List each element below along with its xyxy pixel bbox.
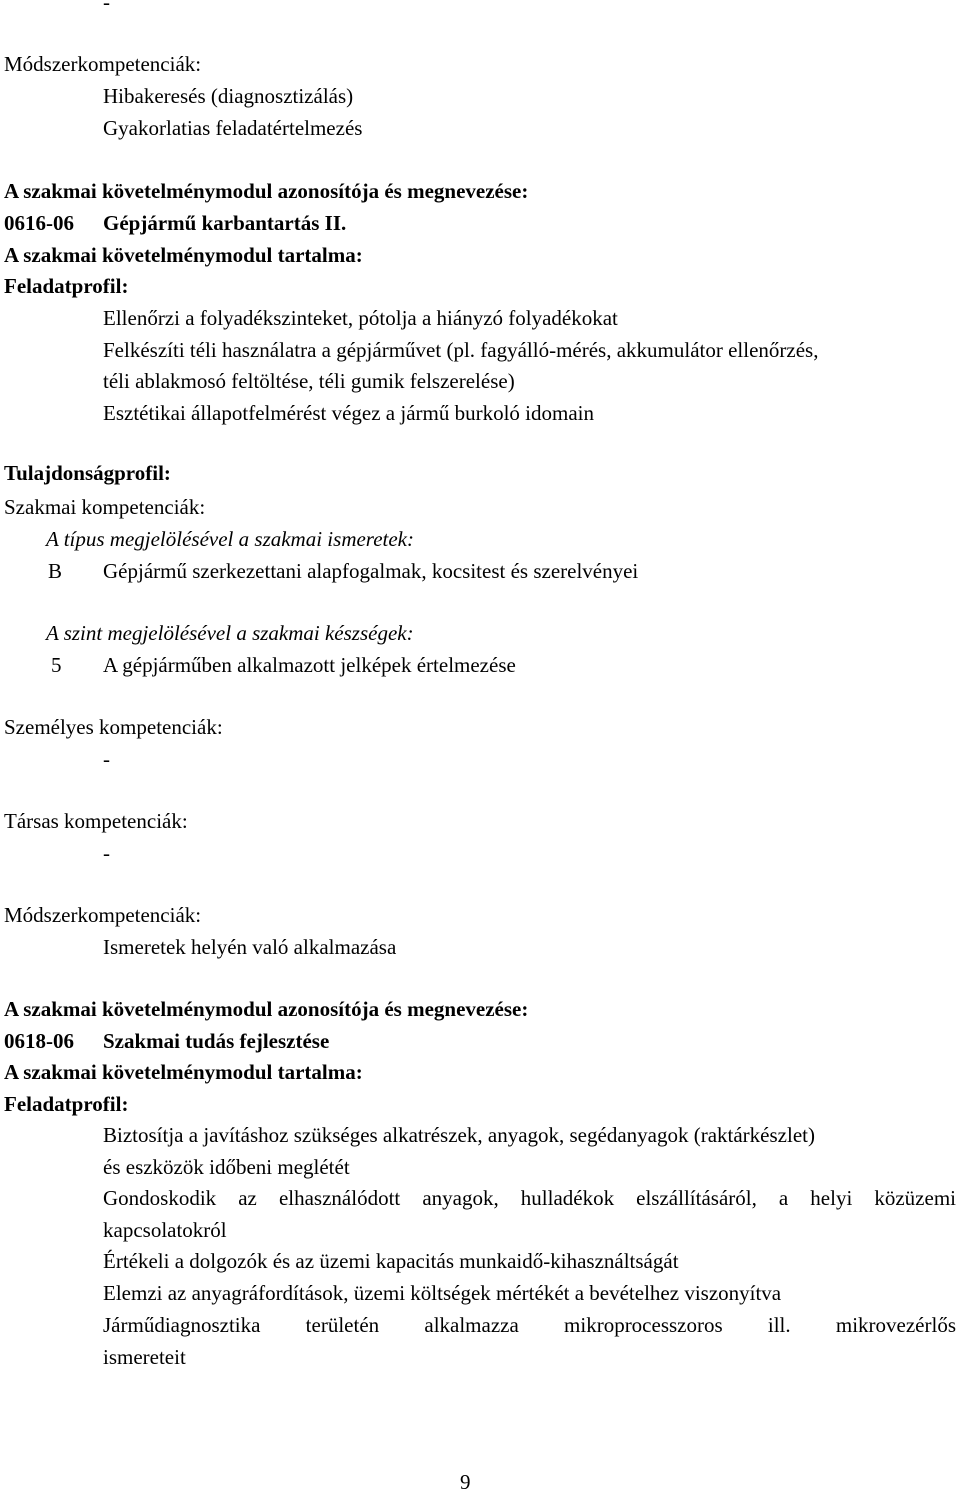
module-content-heading: A szakmai követelménymodul tartalma: (4, 243, 363, 267)
modszer-heading: Módszerkompetenciák: (4, 52, 202, 76)
tipus-code: B (48, 559, 63, 583)
task-line: Járműdiagnosztika területén alkalmazza mikroprocesszoros ill. mikrovezérlős (103, 1313, 956, 1337)
page-number: 9 (460, 1470, 471, 1494)
szint-code: 5 (51, 653, 62, 677)
module-id-heading: A szakmai követelménymodul azonosítója és megnevezése: (4, 179, 529, 203)
module-code: 0616-06 (4, 211, 74, 235)
tulajdonsag-heading: Tulajdonságprofil: (4, 461, 171, 485)
module-id-heading: A szakmai követelménymodul azonosítója és megnevezése: (4, 997, 529, 1021)
szint-text: A gépjárműben alkalmazott jelképek értelmezése (103, 653, 516, 677)
task-line: és eszközök időbeni meglétét (103, 1155, 350, 1179)
task-line: téli ablakmosó feltöltése, téli gumik felszerelése) (103, 369, 515, 393)
task-line: Gondoskodik az elhasználódott anyagok, hulladékok elszállításáról, a helyi közüzemi (103, 1186, 956, 1210)
modszer-item: Ismeretek helyén való alkalmazása (103, 935, 397, 959)
tipus-heading: A típus megjelölésével a szakmai ismeretek: (46, 527, 414, 551)
module-name: Szakmai tudás fejlesztése (103, 1029, 330, 1053)
tarsas-value: - (103, 841, 110, 865)
modszer-heading: Módszerkompetenciák: (4, 903, 202, 927)
feladatprofil-heading: Feladatprofil: (4, 1092, 129, 1116)
szakmai-heading: Szakmai kompetenciák: (4, 495, 206, 519)
module-code: 0618-06 (4, 1029, 74, 1053)
task-line: Ellenőrzi a folyadékszinteket, pótolja a hiányzó folyadékokat (103, 306, 618, 330)
task-line: Esztétikai állapotfelmérést végez a jármű burkoló idomain (103, 401, 594, 425)
module-content-heading: A szakmai követelménymodul tartalma: (4, 1060, 363, 1084)
module-name: Gépjármű karbantartás II. (103, 211, 347, 235)
szemelyes-heading: Személyes kompetenciák: (4, 715, 223, 739)
feladatprofil-heading: Feladatprofil: (4, 274, 129, 298)
task-line: Elemzi az anyagráfordítások, üzemi költségek mértékét a bevételhez viszonyítva (103, 1281, 782, 1305)
szemelyes-value: - (103, 747, 110, 771)
task-line: Értékeli a dolgozók és az üzemi kapacitás munkaidő-kihasználtságát (103, 1249, 679, 1273)
tarsas-heading: Társas kompetenciák: (4, 809, 188, 833)
task-line: ismereteit (103, 1345, 186, 1369)
szint-heading: A szint megjelölésével a szakmai készségek: (46, 621, 414, 645)
tipus-text: Gépjármű szerkezettani alapfogalmak, kocsitest és szerelvényei (103, 559, 639, 583)
dash-top: - (103, 0, 110, 14)
task-line: Felkészíti téli használatra a gépjárművet (pl. fagyálló-mérés, akkumulátor ellenőrzés, (103, 338, 819, 362)
modszer-item: Gyakorlatias feladatértelmezés (103, 116, 363, 140)
task-line: Biztosítja a javításhoz szükséges alkatrészek, anyagok, segédanyagok (raktárkészlet) (103, 1123, 815, 1147)
task-line: kapcsolatokról (103, 1218, 227, 1242)
modszer-item: Hibakeresés (diagnosztizálás) (103, 84, 354, 108)
